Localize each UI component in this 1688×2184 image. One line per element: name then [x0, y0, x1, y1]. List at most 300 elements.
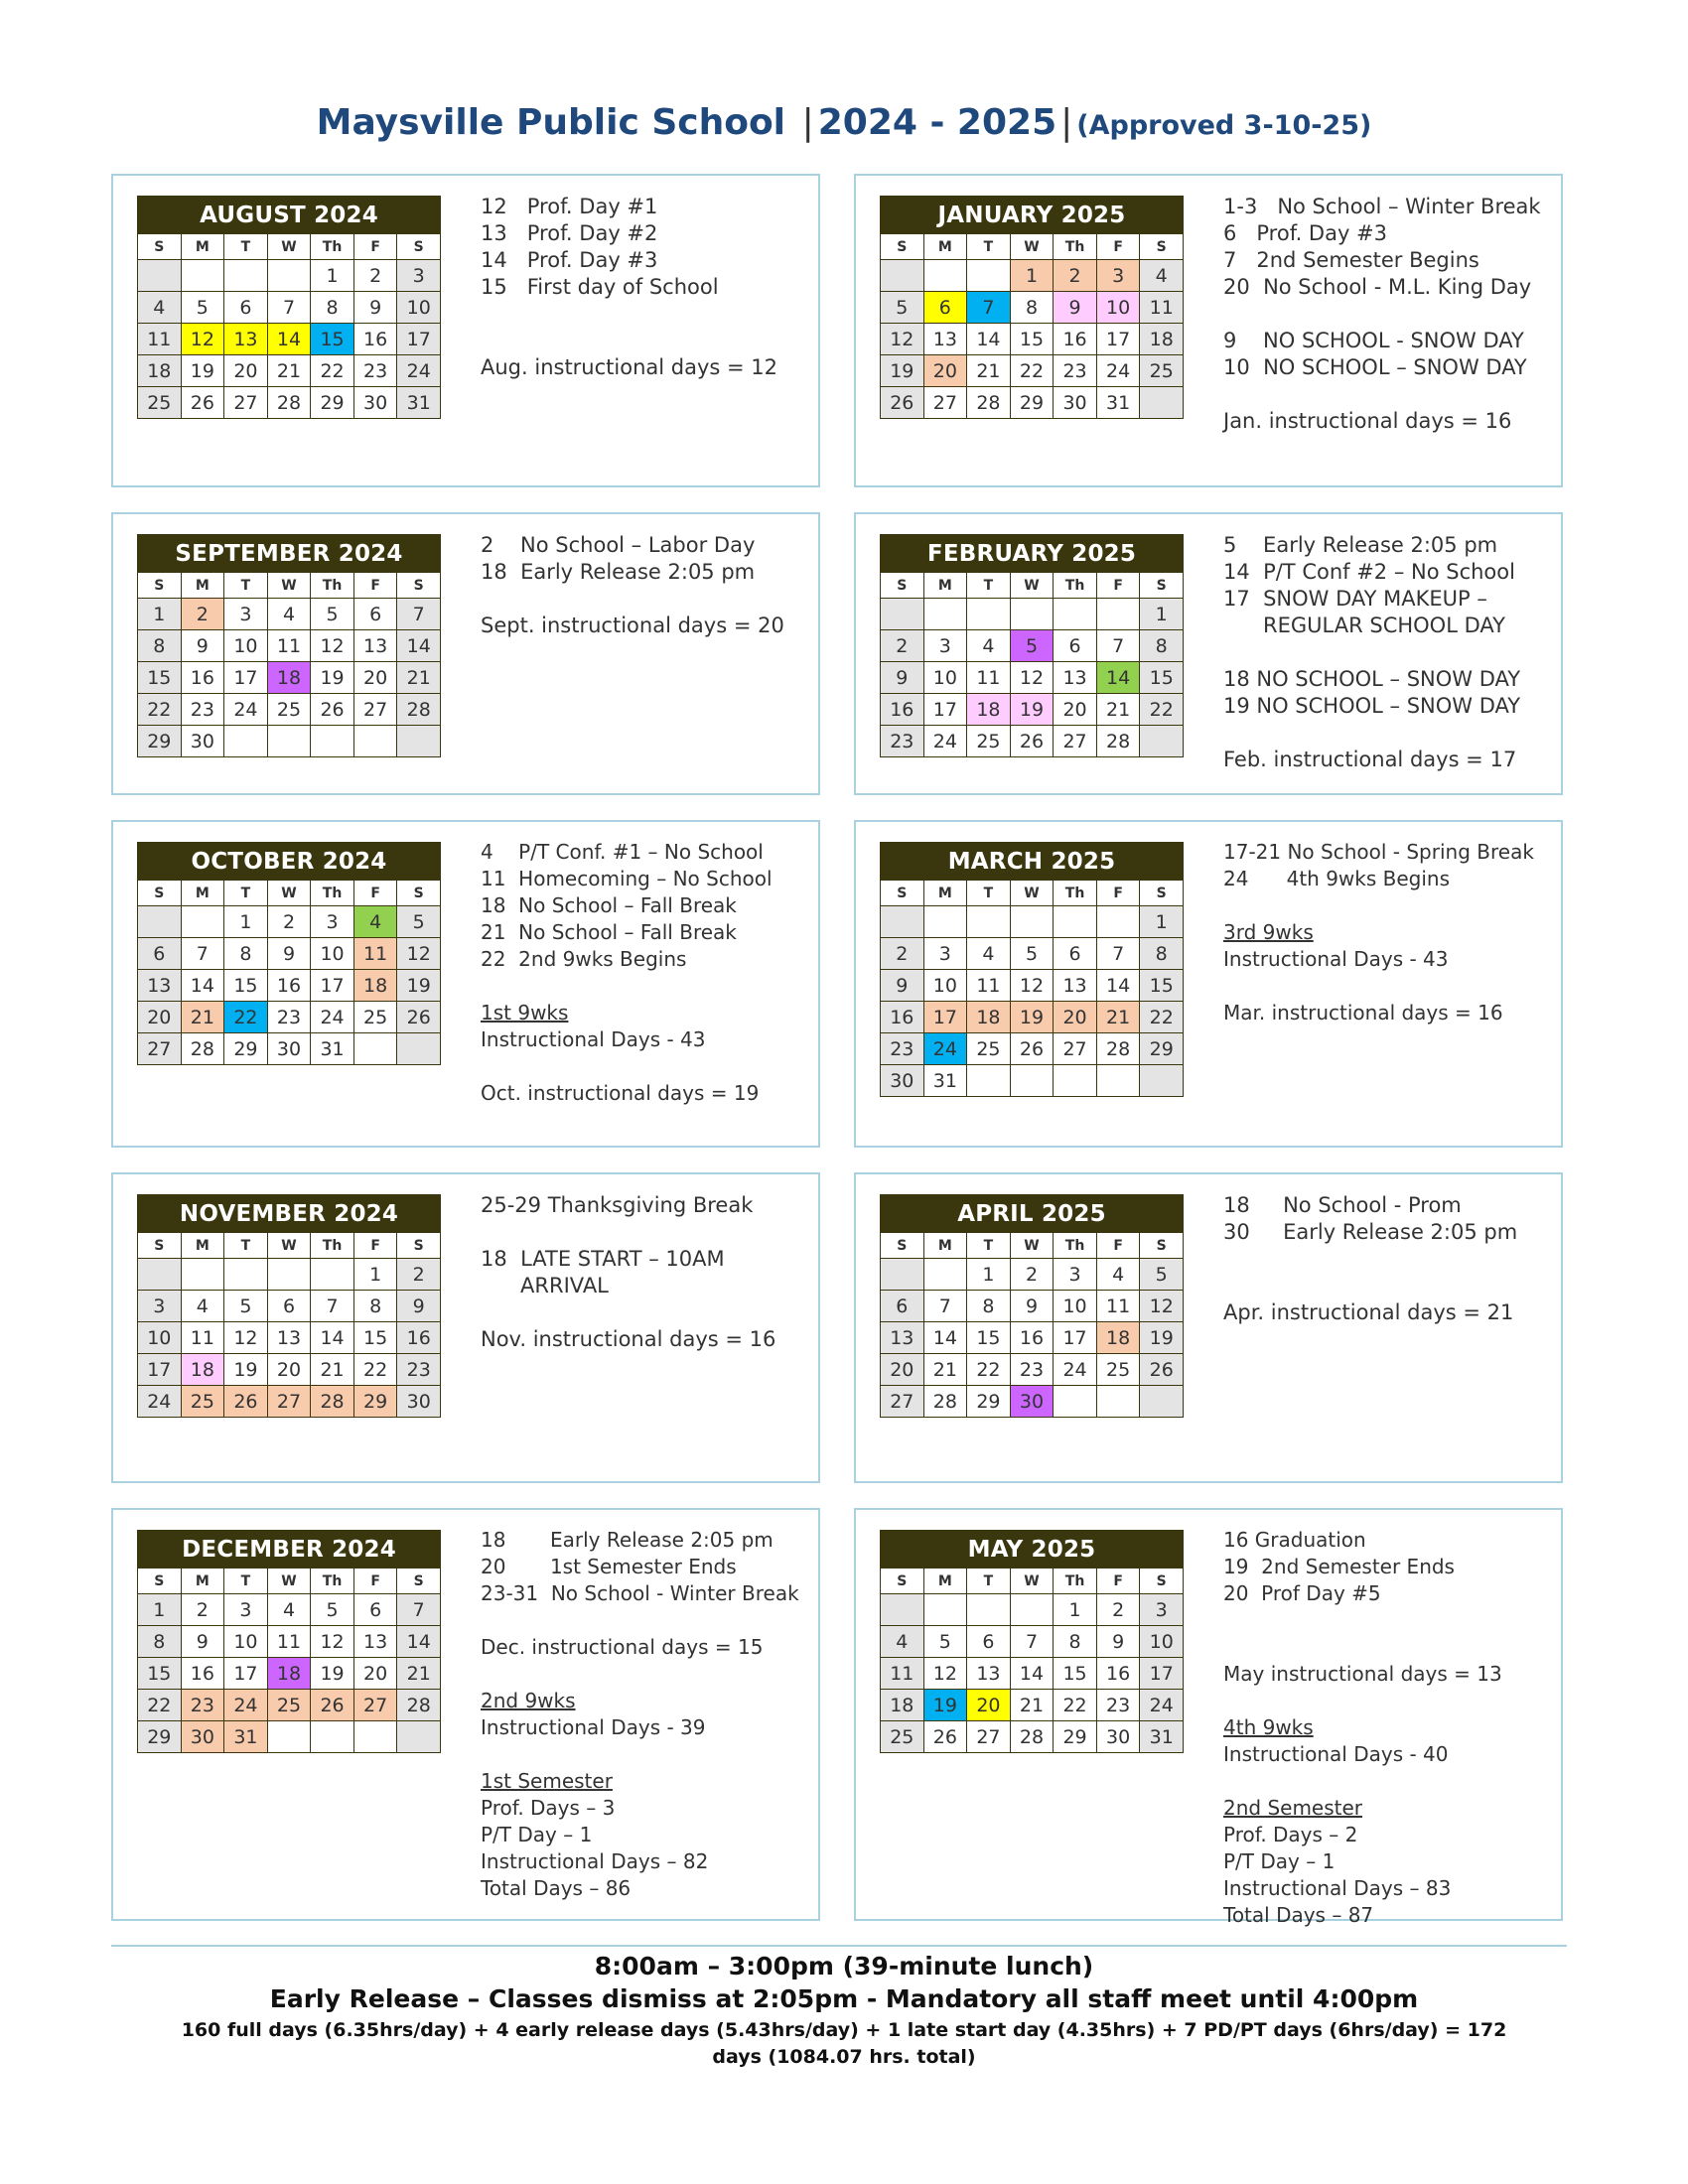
calendar-day: 28 — [397, 1690, 441, 1721]
calendar-day: 27 — [1054, 1033, 1097, 1065]
empty-day-cell — [138, 1259, 182, 1291]
weekday-header: W — [1011, 573, 1055, 599]
empty-day-cell — [182, 260, 225, 292]
weekday-header: T — [967, 573, 1011, 599]
calendar-day: 15 — [138, 1658, 182, 1690]
calendar-day: 22 — [1054, 1690, 1097, 1721]
calendar-day: 27 — [268, 1386, 312, 1418]
weekday-header: Th — [1054, 234, 1097, 260]
calendar-day: 23 — [881, 1033, 924, 1065]
calendar-day: 14 — [1011, 1658, 1055, 1690]
month-days-grid — [880, 880, 1184, 1097]
day-totals-line-1: 160 full days (6.35hrs/day) + 4 early release days (5.43hrs/day) + 1 late start day (4.35hrs) + 7 PD/PT days (6hrs/day) = 172 — [181, 2019, 1507, 2041]
weekday-header: T — [224, 1233, 268, 1259]
calendar-day: 29 — [1054, 1721, 1097, 1753]
calendar-day: 17 — [138, 1354, 182, 1386]
calendar-day: 9 — [1097, 1626, 1141, 1658]
calendar-day: 2 — [182, 599, 225, 630]
weekday-header: S — [881, 573, 924, 599]
weekday-header: S — [1140, 234, 1184, 260]
calendar-day: 17 — [1054, 1322, 1097, 1354]
empty-day-cell — [1011, 1594, 1055, 1626]
calendar-day: 17 — [397, 324, 441, 355]
calendar-day: 1 — [1011, 260, 1055, 292]
weekday-header: S — [397, 1233, 441, 1259]
weekday-header: T — [967, 1233, 1011, 1259]
calendar-day: 23 — [397, 1354, 441, 1386]
calendar-day: 5 — [224, 1291, 268, 1322]
month-calendar — [880, 1194, 1184, 1418]
calendar-day: 15 — [967, 1322, 1011, 1354]
weekday-header: T — [967, 881, 1011, 906]
school-hours: 8:00am – 3:00pm (39-minute lunch) — [594, 1952, 1094, 1980]
weekday-header: T — [224, 1569, 268, 1594]
calendar-day: 21 — [311, 1354, 354, 1386]
note-line: Dec. instructional days = 15 — [481, 1635, 764, 1659]
school-name: Maysville Public School — [316, 102, 786, 143]
calendar-day: 2 — [182, 1594, 225, 1626]
calendar-day: 30 — [354, 387, 398, 419]
calendar-day: 5 — [881, 292, 924, 324]
calendar-day: 13 — [354, 1626, 398, 1658]
calendar-day: 22 — [138, 694, 182, 726]
empty-day-cell — [268, 260, 312, 292]
calendar-day: 16 — [397, 1322, 441, 1354]
calendar-day: 24 — [1054, 1354, 1097, 1386]
calendar-day: 20 — [1054, 1002, 1097, 1033]
calendar-day: 18 — [967, 694, 1011, 726]
note-line: 15 First day of School — [481, 275, 719, 299]
calendar-day: 27 — [1054, 726, 1097, 757]
weekday-header: F — [1097, 1569, 1141, 1594]
empty-day-cell — [138, 260, 182, 292]
calendar-day: 8 — [967, 1291, 1011, 1322]
calendar-day: 7 — [967, 292, 1011, 324]
empty-day-cell — [1011, 1065, 1055, 1097]
calendar-day: 18 — [1097, 1322, 1141, 1354]
calendar-day: 28 — [397, 694, 441, 726]
note-line: Total Days – 87 — [1223, 1903, 1374, 1927]
empty-day-cell — [881, 599, 924, 630]
calendar-day: 26 — [924, 1721, 968, 1753]
calendar-day: 25 — [881, 1721, 924, 1753]
calendar-day: 26 — [1140, 1354, 1184, 1386]
calendar-day: 13 — [268, 1322, 312, 1354]
title-divider: | — [801, 102, 814, 143]
calendar-day: 21 — [967, 355, 1011, 387]
empty-day-cell — [268, 726, 312, 757]
calendar-day: 1 — [1140, 599, 1184, 630]
note-line: 2 No School – Labor Day — [481, 533, 756, 557]
month-notes — [1223, 1528, 1551, 1930]
weekday-header: M — [182, 234, 225, 260]
month-title: FEBRUARY 2025 — [880, 534, 1184, 572]
calendar-day: 17 — [924, 694, 968, 726]
calendar-day: 11 — [967, 662, 1011, 694]
calendar-day: 30 — [1011, 1386, 1055, 1418]
calendar-day: 1 — [138, 599, 182, 630]
calendar-day: 30 — [397, 1386, 441, 1418]
month-notes — [1223, 194, 1551, 435]
calendar-day: 6 — [354, 599, 398, 630]
note-line: Prof. Days – 2 — [1223, 1823, 1358, 1846]
calendar-day: 30 — [1097, 1721, 1141, 1753]
month-calendar — [880, 1530, 1184, 1753]
month-days-grid — [880, 233, 1184, 419]
notes-spacer — [481, 974, 808, 1001]
footer-divider — [111, 1945, 1567, 1947]
empty-day-cell — [311, 1259, 354, 1291]
calendar-day: 12 — [1140, 1291, 1184, 1322]
note-line: P/T Day – 1 — [481, 1823, 593, 1846]
calendar-day: 15 — [1011, 324, 1055, 355]
calendar-day: 20 — [354, 662, 398, 694]
calendar-day: 11 — [1140, 292, 1184, 324]
calendar-day: 6 — [924, 292, 968, 324]
calendar-day: 14 — [397, 1626, 441, 1658]
month-november-2024 — [111, 1172, 820, 1483]
note-line: 21 No School – Fall Break — [481, 920, 737, 944]
calendar-day: 12 — [881, 324, 924, 355]
calendar-day: 29 — [354, 1386, 398, 1418]
month-title: APRIL 2025 — [880, 1194, 1184, 1232]
calendar-day: 20 — [881, 1354, 924, 1386]
note-line: Jan. instructional days = 16 — [1223, 409, 1512, 433]
month-february-2025 — [854, 512, 1563, 795]
calendar-day: 19 — [1140, 1322, 1184, 1354]
weekday-header: W — [268, 1569, 312, 1594]
calendar-day: 25 — [268, 1690, 312, 1721]
calendar-day: 6 — [1054, 630, 1097, 662]
calendar-day: 4 — [967, 938, 1011, 970]
calendar-day: 5 — [182, 292, 225, 324]
month-days-grid — [880, 572, 1184, 757]
calendar-day: 28 — [924, 1386, 968, 1418]
calendar-day: 16 — [881, 694, 924, 726]
calendar-day: 12 — [182, 324, 225, 355]
calendar-day: 3 — [1140, 1594, 1184, 1626]
weekday-header: W — [268, 573, 312, 599]
calendar-day: 19 — [182, 355, 225, 387]
calendar-day: 28 — [1097, 1033, 1141, 1065]
calendar-day: 21 — [924, 1354, 968, 1386]
calendar-day: 23 — [354, 355, 398, 387]
calendar-day: 25 — [138, 387, 182, 419]
weekday-header: S — [138, 1233, 182, 1259]
calendar-day: 7 — [311, 1291, 354, 1322]
weekday-header: Th — [311, 573, 354, 599]
empty-day-cell — [397, 726, 441, 757]
early-release-policy: Early Release – Classes dismiss at 2:05pm - Mandatory all staff meet until 4:00pm — [269, 1984, 1419, 2013]
note-line: 16 Graduation — [1223, 1528, 1366, 1552]
calendar-day: 4 — [268, 1594, 312, 1626]
weekday-header: T — [224, 573, 268, 599]
empty-day-cell — [881, 1594, 924, 1626]
weekday-header: F — [1097, 573, 1141, 599]
empty-day-cell — [881, 1259, 924, 1291]
school-year: 2024 - 2025 — [817, 102, 1057, 143]
calendar-day: 12 — [1011, 662, 1055, 694]
calendar-day: 31 — [924, 1065, 968, 1097]
note-line: Instructional Days - 40 — [1223, 1742, 1449, 1766]
empty-day-cell — [354, 726, 398, 757]
note-line: 23-31 No School - Winter Break — [481, 1581, 799, 1605]
calendar-day: 29 — [311, 387, 354, 419]
note-line: 14 Prof. Day #3 — [481, 248, 658, 272]
note-line: Instructional Days – 82 — [481, 1849, 709, 1873]
month-title: AUGUST 2024 — [137, 196, 441, 233]
calendar-day: 4 — [1140, 260, 1184, 292]
note-line: 20 Prof Day #5 — [1223, 1581, 1381, 1605]
calendar-day: 20 — [354, 1658, 398, 1690]
weekday-header: S — [397, 1569, 441, 1594]
calendar-day: 12 — [224, 1322, 268, 1354]
note-line: Nov. instructional days = 16 — [481, 1327, 776, 1351]
empty-day-cell — [1140, 1065, 1184, 1097]
calendar-day: 10 — [138, 1322, 182, 1354]
calendar-day: 18 — [354, 970, 398, 1002]
calendar-day: 19 — [1011, 694, 1055, 726]
calendar-day: 24 — [138, 1386, 182, 1418]
calendar-day: 15 — [1054, 1658, 1097, 1690]
calendar-day: 9 — [1054, 292, 1097, 324]
calendar-day: 13 — [354, 630, 398, 662]
weekday-header: S — [881, 881, 924, 906]
calendar-day: 19 — [397, 970, 441, 1002]
note-line: 25-29 Thanksgiving Break — [481, 1193, 754, 1217]
calendar-day: 26 — [1011, 726, 1055, 757]
month-calendar — [880, 842, 1184, 1097]
calendar-day: 17 — [924, 1002, 968, 1033]
calendar-day: 2 — [354, 260, 398, 292]
calendar-day: 28 — [268, 387, 312, 419]
calendar-day: 22 — [224, 1002, 268, 1033]
note-line: 18 No School - Prom — [1223, 1193, 1462, 1217]
calendar-day: 10 — [924, 662, 968, 694]
calendar-day: 27 — [354, 694, 398, 726]
calendar-day: 14 — [924, 1322, 968, 1354]
calendar-day: 25 — [967, 726, 1011, 757]
month-days-grid — [137, 1232, 441, 1418]
calendar-day: 9 — [881, 662, 924, 694]
note-line: 5 Early Release 2:05 pm — [1223, 533, 1498, 557]
notes-spacer — [1223, 1769, 1551, 1796]
calendar-day: 27 — [138, 1033, 182, 1065]
calendar-day: 21 — [182, 1002, 225, 1033]
calendar-day: 6 — [224, 292, 268, 324]
month-august-2024 — [111, 174, 820, 487]
calendar-day: 12 — [311, 630, 354, 662]
month-december-2024 — [111, 1508, 820, 1921]
month-calendar — [137, 1530, 441, 1753]
weekday-header: T — [967, 234, 1011, 260]
calendar-day: 22 — [311, 355, 354, 387]
calendar-day: 9 — [397, 1291, 441, 1322]
calendar-day: 9 — [881, 970, 924, 1002]
note-line: 10 NO SCHOOL – SNOW DAY — [1223, 355, 1527, 379]
weekday-header: T — [967, 1569, 1011, 1594]
calendar-day: 2 — [268, 906, 312, 938]
note-line: Oct. instructional days = 19 — [481, 1081, 760, 1105]
note-line: Apr. instructional days = 21 — [1223, 1300, 1514, 1324]
month-may-2025 — [854, 1508, 1563, 1927]
weekday-header: Th — [311, 881, 354, 906]
calendar-day: 21 — [1097, 694, 1141, 726]
note-line: 1-3 No School – Winter Break — [1223, 195, 1541, 218]
calendar-day: 8 — [138, 630, 182, 662]
month-title: NOVEMBER 2024 — [137, 1194, 441, 1232]
calendar-day: 11 — [967, 970, 1011, 1002]
weekday-header: S — [881, 234, 924, 260]
calendar-day: 1 — [1140, 906, 1184, 938]
calendar-day: 4 — [268, 599, 312, 630]
month-days-grid — [137, 572, 441, 757]
weekday-header: W — [1011, 1569, 1055, 1594]
calendar-day: 4 — [1097, 1259, 1141, 1291]
calendar-day: 24 — [924, 726, 968, 757]
empty-day-cell — [311, 726, 354, 757]
empty-day-cell — [1054, 599, 1097, 630]
empty-day-cell — [1097, 599, 1141, 630]
weekday-header: S — [881, 1233, 924, 1259]
calendar-day: 5 — [1011, 630, 1055, 662]
notes-spacer — [1223, 381, 1551, 408]
calendar-day: 22 — [1140, 694, 1184, 726]
note-line: Mar. instructional days = 16 — [1223, 1001, 1503, 1024]
calendar-day: 18 — [881, 1690, 924, 1721]
notes-spacer — [1223, 1246, 1551, 1299]
month-notes — [1223, 1192, 1551, 1326]
calendar-day: 25 — [1140, 355, 1184, 387]
empty-day-cell — [1011, 906, 1055, 938]
weekday-header: M — [924, 573, 968, 599]
notes-spacer — [481, 1299, 808, 1326]
calendar-day: 26 — [311, 1690, 354, 1721]
calendar-day: 7 — [924, 1291, 968, 1322]
weekday-header: S — [1140, 1233, 1184, 1259]
calendar-day: 19 — [311, 662, 354, 694]
calendar-day: 10 — [224, 630, 268, 662]
weekday-header: S — [881, 1569, 924, 1594]
calendar-day: 21 — [1011, 1690, 1055, 1721]
empty-day-cell — [967, 1594, 1011, 1626]
calendar-day: 31 — [397, 387, 441, 419]
empty-day-cell — [967, 599, 1011, 630]
note-line: Aug. instructional days = 12 — [481, 355, 778, 379]
note-line: 9 NO SCHOOL - SNOW DAY — [1223, 329, 1524, 352]
calendar-day: 22 — [138, 1690, 182, 1721]
weekday-header: W — [1011, 1233, 1055, 1259]
calendar-day: 21 — [397, 1658, 441, 1690]
calendar-day: 26 — [397, 1002, 441, 1033]
calendar-day: 22 — [967, 1354, 1011, 1386]
month-calendar — [137, 196, 441, 419]
calendar-day: 4 — [354, 906, 398, 938]
note-line: P/T Day – 1 — [1223, 1849, 1336, 1873]
weekday-header: F — [1097, 881, 1141, 906]
calendar-day: 23 — [182, 1690, 225, 1721]
note-line: 3rd 9wks — [1223, 920, 1314, 944]
calendar-day: 7 — [1011, 1626, 1055, 1658]
calendar-day: 30 — [182, 726, 225, 757]
month-notes — [481, 840, 808, 1108]
note-line: 7 2nd Semester Begins — [1223, 248, 1479, 272]
calendar-day: 11 — [881, 1658, 924, 1690]
calendar-day: 23 — [182, 694, 225, 726]
month-september-2024 — [111, 512, 820, 795]
calendar-day: 7 — [182, 938, 225, 970]
notes-spacer — [481, 301, 808, 354]
note-line: 2nd Semester — [1223, 1796, 1363, 1820]
month-calendar — [137, 1194, 441, 1418]
calendar-day: 24 — [1097, 355, 1141, 387]
note-line: 14 P/T Conf #2 – No School — [1223, 560, 1515, 584]
calendar-day: 24 — [311, 1002, 354, 1033]
calendar-day: 12 — [1011, 970, 1055, 1002]
calendar-day: 8 — [1011, 292, 1055, 324]
empty-day-cell — [354, 1033, 398, 1065]
calendar-day: 27 — [224, 387, 268, 419]
notes-spacer — [1223, 1608, 1551, 1662]
empty-day-cell — [924, 1259, 968, 1291]
calendar-day: 13 — [1054, 662, 1097, 694]
calendar-day: 16 — [182, 662, 225, 694]
month-notes — [481, 1528, 808, 1903]
calendar-day: 15 — [1140, 662, 1184, 694]
calendar-day: 3 — [924, 938, 968, 970]
calendar-day: 3 — [224, 1594, 268, 1626]
calendar-day: 14 — [268, 324, 312, 355]
calendar-day: 16 — [1097, 1658, 1141, 1690]
note-line: 22 2nd 9wks Begins — [481, 947, 687, 971]
note-line: Instructional Days – 83 — [1223, 1876, 1452, 1900]
weekday-header: T — [224, 234, 268, 260]
calendar-day: 18 — [138, 355, 182, 387]
empty-day-cell — [268, 1259, 312, 1291]
calendar-day: 20 — [967, 1690, 1011, 1721]
note-line: Instructional Days - 43 — [481, 1027, 706, 1051]
calendar-day: 17 — [311, 970, 354, 1002]
calendar-day: 2 — [397, 1259, 441, 1291]
weekday-header: M — [924, 1569, 968, 1594]
weekday-header: F — [354, 1233, 398, 1259]
note-line: 18 No School – Fall Break — [481, 893, 737, 917]
weekday-header: Th — [1054, 573, 1097, 599]
calendar-day: 15 — [224, 970, 268, 1002]
note-line: 18 LATE START – 10AM — [481, 1247, 725, 1271]
calendar-day: 10 — [1097, 292, 1141, 324]
calendar-day: 18 — [967, 1002, 1011, 1033]
calendar-day: 28 — [1097, 726, 1141, 757]
calendar-day: 11 — [268, 630, 312, 662]
note-line: 18 Early Release 2:05 pm — [481, 560, 756, 584]
calendar-day: 14 — [1097, 662, 1141, 694]
empty-day-cell — [1054, 1386, 1097, 1418]
calendar-day: 8 — [138, 1626, 182, 1658]
calendar-day: 9 — [268, 938, 312, 970]
calendar-day: 6 — [967, 1626, 1011, 1658]
calendar-day: 21 — [1097, 1002, 1141, 1033]
calendar-day: 13 — [967, 1658, 1011, 1690]
calendar-day: 2 — [1011, 1259, 1055, 1291]
weekday-header: S — [1140, 573, 1184, 599]
calendar-day: 20 — [224, 355, 268, 387]
calendar-day: 12 — [311, 1626, 354, 1658]
empty-day-cell — [924, 260, 968, 292]
approval-note: (Approved 3-10-25) — [1076, 110, 1372, 141]
calendar-day: 1 — [138, 1594, 182, 1626]
calendar-day: 7 — [397, 599, 441, 630]
